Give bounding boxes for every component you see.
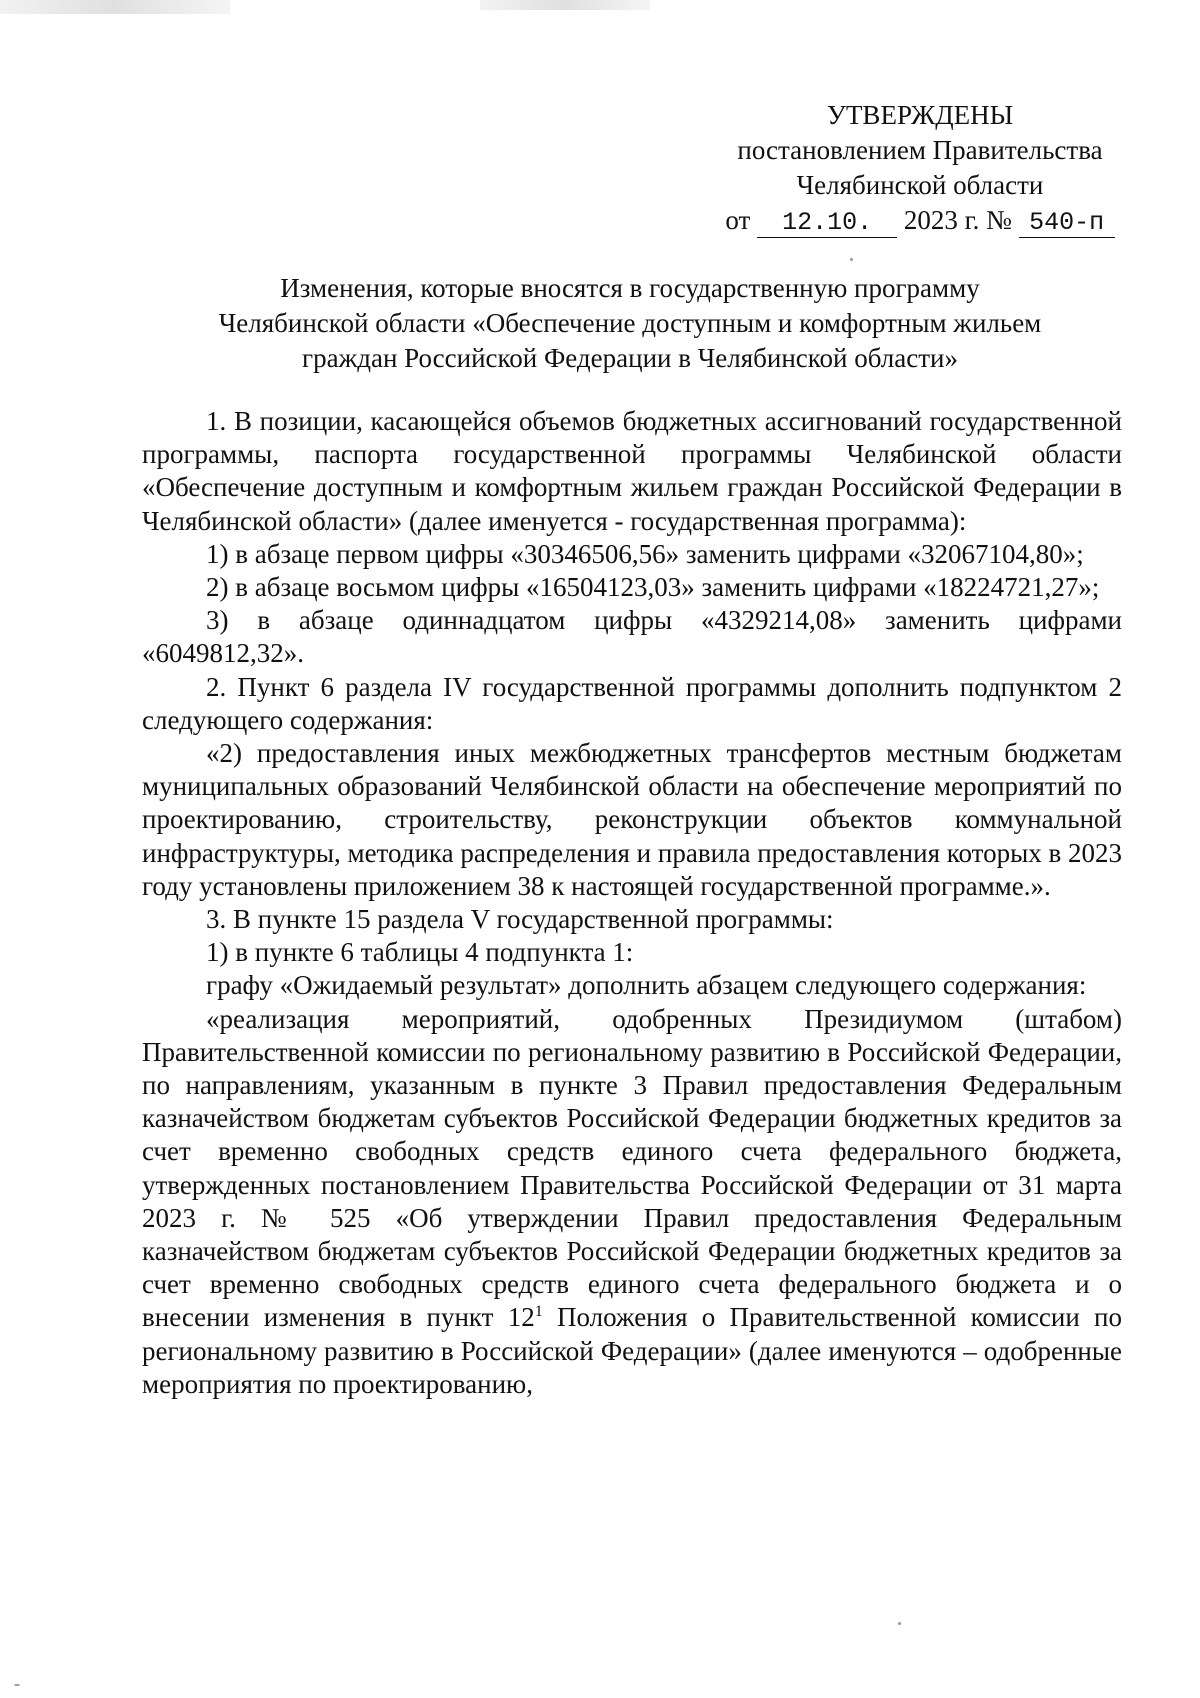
title-line-2: Челябинской области «Обеспечение доступным и комфортным жильем <box>218 308 1042 338</box>
paragraph: 2. Пункт 6 раздела IV государственной программы дополнить подпунктом 2 следующего содержания: <box>142 671 1122 735</box>
paragraph: «2) предоставления иных межбюджетных трансфертов местным бюджетам муниципальных образований Челябинской области на обеспечение мероприятий по проектированию, строительству, реконструкции объектов коммунальной инфраструктуры, методика распределения и правила предоставления которых в 2023 году установлены приложением 38 к настоящей государственной программе.». <box>142 738 1122 901</box>
scan-speck <box>850 258 853 261</box>
approval-block <box>710 98 1130 238</box>
paragraph-text: «реализация мероприятий, одобренных Президиумом (штабом) Правительственной комиссии по региональному развитию в Российской Федерации, по направлениям, указанным в пункте 3 Правил предоставления Федеральным казначейством бюджетам субъектов Российской Федерации бюджетных кредитов за счет временно свободных средств единого счета федерального бюджета, утвержденных постановлением Правительства Российской Федерации от 31 марта 2023 г. № 525 «Об утверждении Правил предоставления Федеральным казначейством бюджетам субъектов Российской Федерации бюджетных кредитов за счет временно свободных средств единого счета федерального бюджета и о внесении изменения в пункт 12 <box>142 1003 1122 1333</box>
approval-date-line <box>710 203 1130 238</box>
paragraph: 1) в пункте 6 таблицы 4 подпункта 1: <box>206 937 634 968</box>
paragraph: 3) в абзаце одиннадцатом цифры «4329214,08» заменить цифрами «6049812,32». <box>142 605 1122 669</box>
scan-artifact <box>0 0 230 14</box>
title-line-1: Изменения, которые вносятся в государственную программу <box>280 273 980 303</box>
scan-speck <box>898 1622 901 1625</box>
paragraph-continued <box>142 1003 1122 1401</box>
year-number-text: 2023 г. № <box>903 205 1012 235</box>
paragraph-text: Положения о Правительственной комиссии по региональному развитию в Российской Федерации» (далее именуются – одобренные мероприятия по проектированию, <box>142 1302 1122 1399</box>
approval-line-1: постановлением Правительства <box>737 135 1103 165</box>
scan-speck <box>14 1684 20 1686</box>
document-number: 540-п <box>1019 209 1115 238</box>
document-body <box>142 405 1122 1401</box>
superscript-marker: 1 <box>534 1303 543 1321</box>
scan-artifact <box>480 0 650 10</box>
date-prefix: от <box>725 205 751 235</box>
date-value: 12.10. <box>757 209 897 238</box>
approval-heading: УТВЕРЖДЕНЫ <box>826 100 1014 130</box>
paragraph: 1) в абзаце первом цифры «30346506,56» заменить цифрами «32067104,80»; <box>206 538 1084 569</box>
title-line-3: граждан Российской Федерации в Челябинской области» <box>302 343 958 373</box>
approval-line-2: Челябинской области <box>796 170 1044 200</box>
document-title <box>140 271 1120 376</box>
paragraph: 3. В пункте 15 раздела V государственной программы: <box>206 904 834 935</box>
paragraph: 2) в абзаце восьмом цифры «16504123,03» заменить цифрами «18224721,27»; <box>206 572 1100 603</box>
paragraph: графу «Ожидаемый результат» дополнить абзацем следующего содержания: <box>206 970 1087 1001</box>
paragraph: 1. В позиции, касающейся объемов бюджетных ассигнований государственной программы, паспорта государственной программы Челябинской области «Обеспечение доступным и комфортным жильем граждан Российской Федерации в Челябинской области» (далее именуется - государственная программа): <box>142 406 1122 536</box>
